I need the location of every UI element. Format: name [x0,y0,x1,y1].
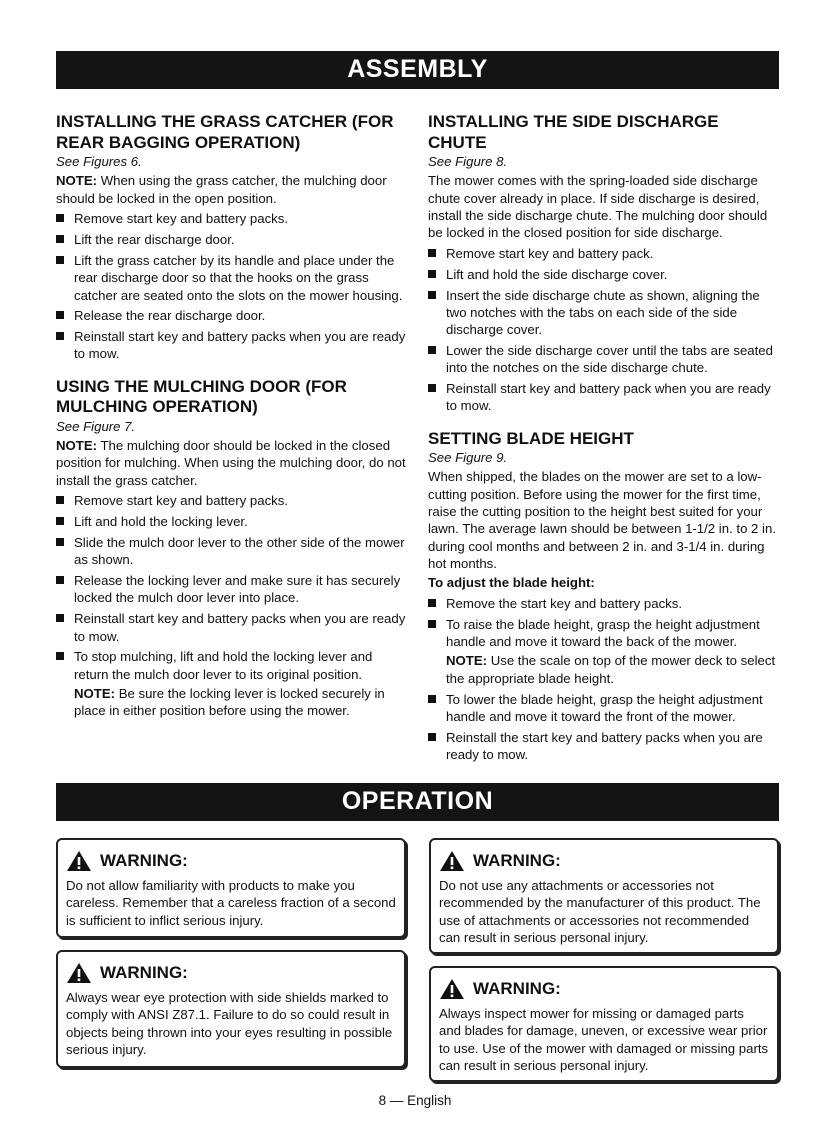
list-item: Remove start key and battery packs. [56,210,408,227]
warning-title: WARNING: [100,851,188,871]
list-item: Remove the start key and battery packs. [428,595,780,612]
note-label: NOTE: [446,653,488,669]
warning-text: Always inspect mower for missing or damaged parts and blades for damage, uneven, or excessive wear prior to use. Use of the mower with damaged or missing parts can result in serious personal injury. [439,1006,769,1073]
warning-triangle-icon [66,850,92,872]
blade-height-figure-ref: See Figure 9. [428,450,508,466]
blade-height-steps [428,595,780,763]
note-text: Use the scale on top of the mower deck to select the appropriate blade height. [446,653,776,686]
note-label: NOTE: [56,438,98,454]
warning-box [429,966,779,1082]
list-item: Lower the side discharge cover until the tabs are seated into the notches on the side discharge chute. [428,342,780,377]
warning-box [56,950,406,1068]
blade-height-title: SETTING BLADE HEIGHT [428,428,634,448]
list-item: Release the locking lever and make sure it has securely locked the mulch door lever into place. [56,572,408,607]
side-chute-title: INSTALLING THE SIDE DISCHARGE CHUTE [428,112,719,152]
list-item: Reinstall start key and battery pack when you are ready to mow. [428,380,780,415]
side-chute-intro: The mower comes with the spring-loaded side discharge chute cover already in place. If side discharge is desired, install the side discharge chute. The mulching door should be locked in the closed position for side discharge. [428,173,768,241]
warning-header [66,850,396,872]
list-item [56,648,408,719]
warning-box [429,838,779,954]
warning-text: Do not use any attachments or accessories not recommended by the manufacturer of this product. The use of attachments or accessories not recommended can result in serious personal injury. [439,878,761,945]
grass-catcher-note [56,172,408,207]
note-label: NOTE: [56,173,98,189]
assembly-banner: ASSEMBLY [56,51,779,89]
list-item: Reinstall the start key and battery packs when you are ready to mow. [428,729,780,764]
warning-box [56,838,406,938]
list-item: Reinstall start key and battery packs when you are ready to mow. [56,328,408,363]
warning-header [439,850,769,872]
warning-triangle-icon [439,850,465,872]
blade-height-subhead: To adjust the blade height: [428,575,595,591]
note-label: NOTE: [74,685,116,701]
warning-header [66,962,396,984]
list-item-text: To stop mulching, lift and hold the locking lever and return the mulch door lever to its original position. [74,649,373,682]
grass-catcher-figure-ref: See Figures 6. [56,154,142,169]
list-item: Lift and hold the locking lever. [56,513,408,530]
left-column [56,112,408,723]
warning-text: Do not allow familiarity with products to make you careless. Remember that a careless fraction of a second is sufficient to inflict serious injury. [66,878,396,928]
list-item: Remove start key and battery pack. [428,245,780,262]
right-column [428,112,780,767]
list-item-text: To raise the blade height, grasp the height adjustment handle and move it toward the back of the mower. [446,616,760,650]
warning-title: WARNING: [473,851,561,871]
grass-catcher-title: INSTALLING THE GRASS CATCHER (FOR REAR BAGGING OPERATION) [56,112,394,152]
grass-catcher-steps [56,210,408,362]
mulching-title: USING THE MULCHING DOOR (FOR MULCHING OPERATION) [56,376,347,417]
side-chute-figure-ref: See Figure 8. [428,154,508,169]
note-text: The mulching door should be locked in the closed position for mulching. When using the mulching door, do not install the grass catcher. [56,438,406,488]
note-text: Be sure the locking lever is locked securely in place in either position before using the mower. [74,685,385,719]
mulching-final-note [74,685,408,720]
list-item: Reinstall start key and battery packs when you are ready to mow. [56,610,408,645]
warning-triangle-icon [66,962,92,984]
list-item: Lift and hold the side discharge cover. [428,266,780,283]
list-item: To lower the blade height, grasp the height adjustment handle and move it toward the front of the mower. [428,691,780,726]
list-item [428,616,780,687]
blade-height-intro: When shipped, the blades on the mower are set to a low-cutting position. Before using the mower for the first time, raise the cutting position to the height best suited for your lawn. The average lawn should be between 1-1/2 in. to 2 in. during cool months and between 2 in. and 3-1/4 in. during hot months. [428,469,776,571]
note-text: When using the grass catcher, the mulching door should be locked in the open position. [56,173,387,206]
side-chute-steps [428,245,780,415]
blade-height-note [446,652,780,687]
mulching-figure-ref: See Figure 7. [56,418,136,434]
warning-title: WARNING: [100,963,188,983]
operation-banner: OPERATION [56,783,779,821]
mulching-steps [56,492,408,719]
list-item: Remove start key and battery packs. [56,492,408,509]
list-item: Insert the side discharge chute as shown, aligning the two notches with the tabs on each side of the side discharge cover. [428,287,780,339]
warning-text: Always wear eye protection with side shields marked to comply with ANSI Z87.1. Failure to do so could result in objects being thrown into your eyes resulting in possible serious injury. [66,990,393,1057]
warning-title: WARNING: [473,979,561,999]
warning-header [439,978,769,1000]
list-item: Slide the mulch door lever to the other side of the mower as shown. [56,534,408,569]
list-item: Lift the rear discharge door. [56,231,408,248]
mulching-note [56,437,408,489]
list-item: Lift the grass catcher by its handle and place under the rear discharge door so that the hooks on the grass catcher are seated onto the slots on the mower housing. [56,252,408,304]
list-item: Release the rear discharge door. [56,307,408,324]
page-footer: 8 — English [378,1093,452,1108]
warning-triangle-icon [439,978,465,1000]
